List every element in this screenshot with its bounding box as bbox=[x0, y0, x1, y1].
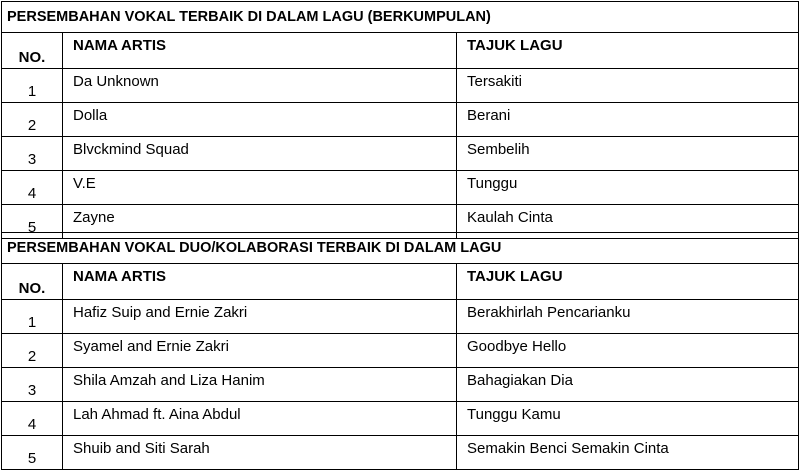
table-row bbox=[2, 171, 799, 205]
duo-collab-table bbox=[1, 232, 799, 470]
row-number: 5 bbox=[2, 205, 63, 239]
artist-name: Blvckmind Squad bbox=[63, 137, 457, 171]
header-artist: NAMA ARTIS bbox=[63, 33, 457, 69]
table-title: PERSEMBAHAN VOKAL DUO/KOLABORASI TERBAIK DI DALAM LAGU bbox=[2, 233, 799, 264]
song-title: Tersakiti bbox=[457, 69, 799, 103]
award-table-group bbox=[1, 1, 799, 239]
table-row bbox=[2, 334, 799, 368]
header-artist: NAMA ARTIS bbox=[63, 264, 457, 300]
table-title-row bbox=[2, 2, 799, 33]
song-title: Berakhirlah Pencarianku bbox=[457, 300, 799, 334]
header-no: NO. bbox=[2, 264, 63, 300]
table-header-row bbox=[2, 33, 799, 69]
artist-name: Zayne bbox=[63, 205, 457, 239]
row-number: 4 bbox=[2, 402, 63, 436]
table-row bbox=[2, 368, 799, 402]
song-title: Berani bbox=[457, 103, 799, 137]
table-row bbox=[2, 402, 799, 436]
artist-name: Dolla bbox=[63, 103, 457, 137]
artist-name: Hafiz Suip and Ernie Zakri bbox=[63, 300, 457, 334]
header-no: NO. bbox=[2, 33, 63, 69]
song-title: Kaulah Cinta bbox=[457, 205, 799, 239]
table-title-row bbox=[2, 233, 799, 264]
song-title: Tunggu Kamu bbox=[457, 402, 799, 436]
song-title: Semakin Benci Semakin Cinta bbox=[457, 436, 799, 470]
header-song: TAJUK LAGU bbox=[457, 33, 799, 69]
table-row bbox=[2, 69, 799, 103]
song-title: Bahagiakan Dia bbox=[457, 368, 799, 402]
artist-name: Shila Amzah and Liza Hanim bbox=[63, 368, 457, 402]
artist-name: Shuib and Siti Sarah bbox=[63, 436, 457, 470]
artist-name: Lah Ahmad ft. Aina Abdul bbox=[63, 402, 457, 436]
table-row bbox=[2, 436, 799, 470]
table-row bbox=[2, 300, 799, 334]
row-number: 2 bbox=[2, 103, 63, 137]
artist-name: Da Unknown bbox=[63, 69, 457, 103]
song-title: Sembelih bbox=[457, 137, 799, 171]
song-title: Tunggu bbox=[457, 171, 799, 205]
artist-name: V.E bbox=[63, 171, 457, 205]
artist-name: Syamel and Ernie Zakri bbox=[63, 334, 457, 368]
table-header-row bbox=[2, 264, 799, 300]
table-row bbox=[2, 137, 799, 171]
row-number: 2 bbox=[2, 334, 63, 368]
row-number: 5 bbox=[2, 436, 63, 470]
header-song: TAJUK LAGU bbox=[457, 264, 799, 300]
table-row bbox=[2, 103, 799, 137]
row-number: 1 bbox=[2, 69, 63, 103]
row-number: 3 bbox=[2, 368, 63, 402]
row-number: 3 bbox=[2, 137, 63, 171]
table-title: PERSEMBAHAN VOKAL TERBAIK DI DALAM LAGU (BERKUMPULAN) bbox=[2, 2, 799, 33]
song-title: Goodbye Hello bbox=[457, 334, 799, 368]
row-number: 4 bbox=[2, 171, 63, 205]
row-number: 1 bbox=[2, 300, 63, 334]
